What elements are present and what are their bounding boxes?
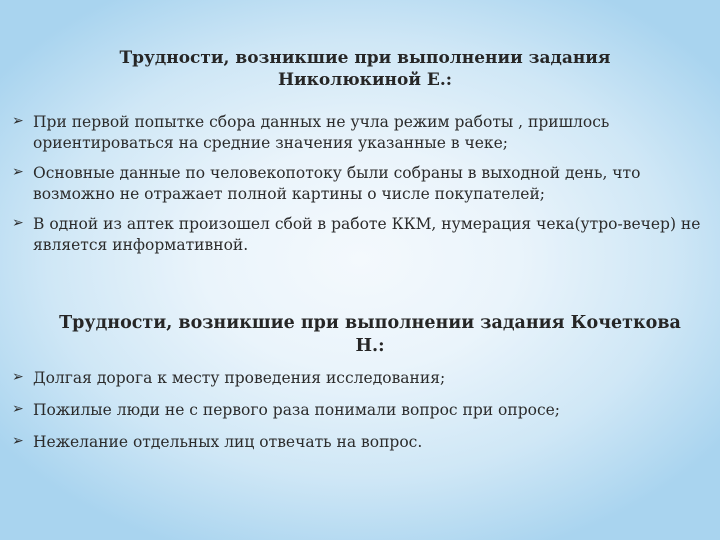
list-item bbox=[10, 368, 710, 389]
check-arrow-icon: ➢ bbox=[12, 215, 24, 232]
section1-bullet-list bbox=[10, 112, 710, 265]
list-item-text: Основные данные по человекопотоку были собраны в выходной день, что возможно не отражает полной картины о числе покупателей; bbox=[33, 164, 641, 204]
list-item-text: Долгая дорога к месту проведения исследования; bbox=[33, 369, 446, 387]
list-item bbox=[10, 163, 710, 205]
list-item-text: В одной из аптек произошел сбой в работе ККМ, нумерация чека(утро-вечер) не является информативной. bbox=[33, 215, 701, 255]
list-item-text: Нежелание отдельных лиц отвечать на вопрос. bbox=[33, 433, 423, 452]
section1-title: Трудности, возникшие при выполнении задания Николюкиной Е.: bbox=[119, 48, 611, 91]
check-arrow-icon: ➢ bbox=[12, 164, 24, 181]
check-arrow-icon: ➢ bbox=[12, 113, 24, 129]
section2-bullet-list bbox=[10, 368, 710, 464]
section2-title: Трудности, возникшие при выполнении задания Кочеткова Н.: bbox=[59, 313, 681, 356]
check-arrow-icon: ➢ bbox=[12, 401, 24, 418]
check-arrow-icon: ➢ bbox=[12, 369, 24, 385]
list-item-text: Пожилые люди не с первого раза понимали вопрос при опросе; bbox=[33, 401, 561, 420]
list-item bbox=[10, 400, 710, 421]
check-arrow-icon: ➢ bbox=[12, 433, 24, 450]
list-item-text: При первой попытке сбора данных не учла режим работы , пришлось ориентироваться на средние значения указанные в чеке; bbox=[33, 113, 610, 153]
list-item bbox=[10, 432, 710, 453]
list-item bbox=[10, 112, 710, 154]
list-item bbox=[10, 214, 710, 256]
